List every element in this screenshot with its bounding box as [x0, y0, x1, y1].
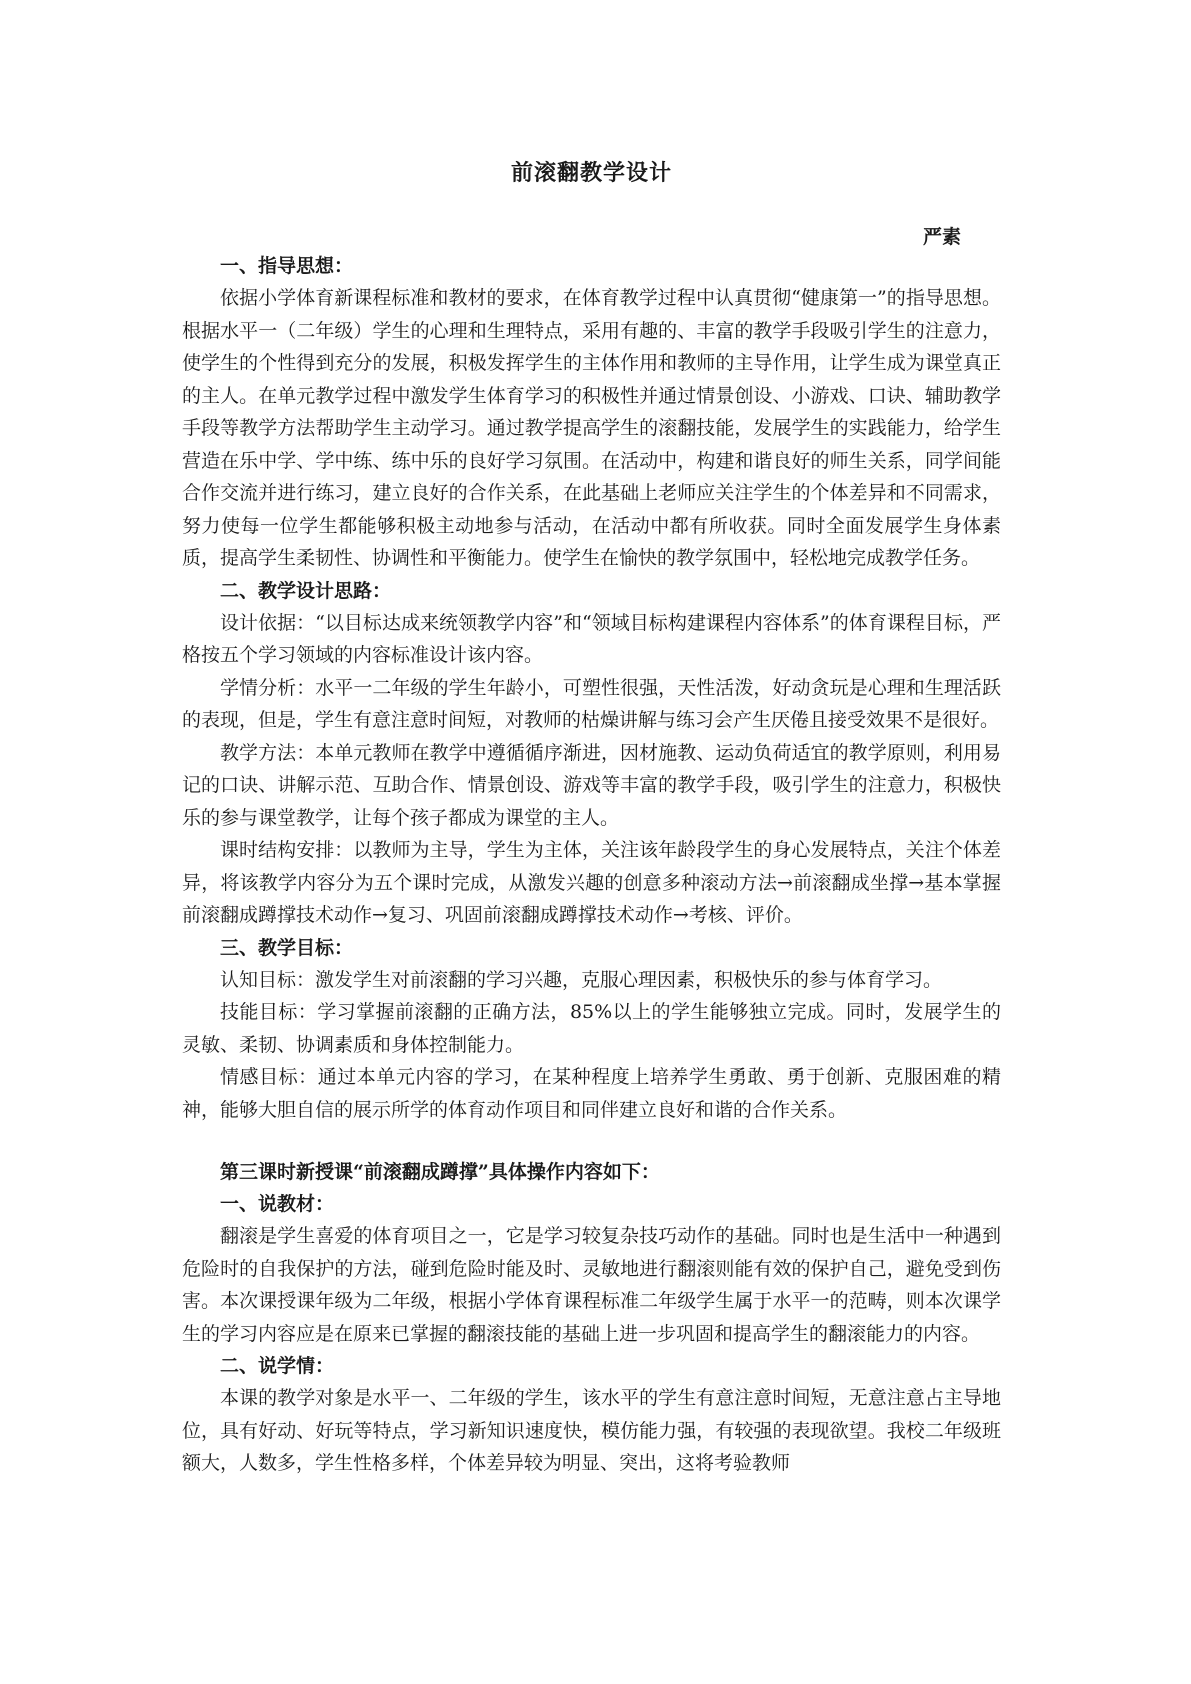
paragraph: 课时结构安排：以教师为主导，学生为主体，关注该年龄段学生的身心发展特点，关注个体差异，将该教学内容分为五个课时完成，从激发兴趣的创意多种滚动方法→前滚翻成坐撑→基本掌握前滚翻成蹲撑技术动作→复习、巩固前滚翻成蹲撑技术动作→考核、评价。 — [182, 839, 1001, 926]
section-heading: 一、指导思想： — [220, 255, 354, 277]
lesson-heading: 第三课时新授课“前滚翻成蹲撑”具体操作内容如下： — [220, 1161, 660, 1183]
section-heading: 二、说学情： — [220, 1355, 335, 1377]
paragraph: 翻滚是学生喜爱的体育项目之一，它是学习较复杂技巧动作的基础。同时也是生活中一种遇到危险时的自我保护的方法，碰到危险时能及时、灵敏地进行翻滚则能有效的保护自己，避免受到伤害。本次课授课年级为二年级，根据小学体育课程标准二年级学生属于水平一的范畴，则本次课学生的学习内容应是在原来已掌握的翻滚技能的基础上进一步巩固和提高学生的翻滚能力的内容。 — [182, 1225, 1001, 1345]
paragraph: 本课的教学对象是水平一、二年级的学生，该水平的学生有意注意时间短，无意注意占主导地位，具有好动、好玩等特点，学习新知识速度快，模仿能力强，有较强的表现欲望。我校二年级班额大，人数多，学生性格多样，个体差异较为明显、突出，这将考验教师 — [182, 1387, 1001, 1474]
section-heading: 一、说教材： — [220, 1193, 335, 1215]
paragraph: 依据小学体育新课程标准和教材的要求，在体育教学过程中认真贯彻“健康第一”的指导思想。根据水平一（二年级）学生的心理和生理特点，采用有趣的、丰富的教学手段吸引学生的注意力，使学生的个性得到充分的发展，积极发挥学生的主体作用和教师的主导作用，让学生成为课堂真正的主人。在单元教学过程中激发学生体育学习的积极性并通过情景创设、小游戏、口诀、辅助教学手段等教学方法帮助学生主动学习。通过教学提高学生的滚翻技能，发展学生的实践能力，给学生营造在乐中学、学中练、练中乐的良好学习氛围。在活动中，构建和谐良好的师生关系，同学间能合作交流并进行练习，建立良好的合作关系，在此基础上老师应关注学生的个体差异和不同需求，努力使每一位学生都能够积极主动地参与活动，在活动中都有所收获。同时全面发展学生身体素质，提高学生柔韧性、协调性和平衡能力。使学生在愉快的教学氛围中，轻松地完成教学任务。 — [182, 287, 1001, 569]
section-guiding-thought — [182, 250, 1001, 575]
paragraph: 设计依据：“以目标达成来统领教学内容”和“领域目标构建课程内容体系”的体育课程目标，严格按五个学习领域的内容标准设计该内容。 — [182, 611, 1001, 666]
paragraph: 认知目标：激发学生对前滚翻的学习兴趣，克服心理因素，积极快乐的参与体育学习。 — [220, 968, 943, 991]
section-design-approach — [182, 575, 1001, 932]
document-title: 前滚翻教学设计 — [510, 160, 672, 186]
section-spacer — [182, 1126, 1001, 1156]
lesson-block — [182, 1156, 1001, 1480]
section-teaching-goals — [182, 932, 1001, 1127]
paragraph: 学情分析：水平一二年级的学生年龄小，可塑性很强，天性活泼，好动贪玩是心理和生理活跃的表现，但是，学生有意注意时间短，对教师的枯燥讲解与练习会产生厌倦且接受效果不是很好。 — [182, 676, 1001, 731]
paragraph: 技能目标：学习掌握前滚翻的正确方法，85%以上的学生能够独立完成。同时，发展学生的灵敏、柔韧、协调素质和身体控制能力。 — [182, 1001, 1001, 1056]
section-heading: 二、教学设计思路： — [220, 579, 392, 602]
paragraph: 情感目标：通过本单元内容的学习，在某种程度上培养学生勇敢、勇于创新、克服困难的精神，能够大胆自信的展示所学的体育动作项目和同伴建立良好和谐的合作关系。 — [182, 1066, 1001, 1121]
paragraph: 教学方法：本单元教师在教学中遵循循序渐进，因材施教、运动负荷适宜的教学原则，利用易记的口诀、讲解示范、互助合作、情景创设、游戏等丰富的教学手段，吸引学生的注意力，积极快乐的参与课堂教学，让每个孩子都成为课堂的主人。 — [182, 741, 1001, 829]
section-heading: 三、教学目标： — [220, 936, 354, 959]
author-name: 严素 — [922, 226, 961, 248]
